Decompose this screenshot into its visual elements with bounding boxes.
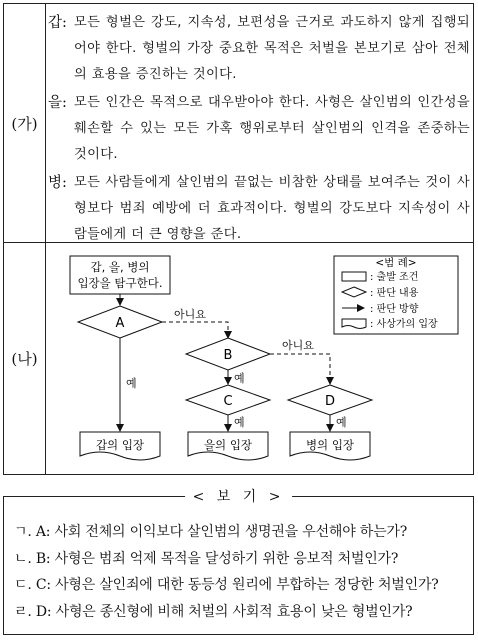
- row-ga: [4, 4, 473, 243]
- statement-byeong: [46, 170, 470, 248]
- legend-item-start: : 출발 조건: [370, 272, 419, 283]
- yes-label: 예: [234, 416, 245, 429]
- end-eul-label: 을의 입장: [203, 438, 253, 452]
- decision-d-label: D: [324, 394, 336, 409]
- decision-a-label: A: [115, 316, 125, 331]
- bogi-item-ga: ㄱ. A: 사회 전체의 이익보다 살인범의 생명권을 우선해야 하는가?: [14, 524, 408, 540]
- row-na: [4, 242, 473, 474]
- yes-label: 예: [126, 377, 137, 390]
- question-table: [3, 3, 474, 475]
- legend-item-direction: : 판단 방향: [370, 304, 419, 315]
- statements: [46, 10, 470, 250]
- decision-b-label: B: [223, 348, 233, 363]
- row-label-ga: (가): [4, 4, 46, 242]
- end-gap-label: 갑의 입장: [95, 438, 145, 452]
- statement-text: 모든 형벌은 강도, 지속성, 보편성을 근거로 과도하지 않게 집행되어야 한다. 형벌의 가장 중요한 목적은 처벌을 본보기로 삼아 전체의 효용을 증진하는 것이다.: [74, 15, 470, 82]
- bogi-box: [3, 489, 474, 635]
- statement-text: 모든 사람들에게 살인범의 끝없는 비참한 상태를 보여주는 것이 사형보다 범죄 예방에 더 효과적이다. 형벌의 강도보다 지속성이 사람들에게 더 큰 영향을 준다.: [74, 175, 470, 242]
- statement-gap: [46, 10, 470, 88]
- bogi-item-na: ㄴ. B: 사형은 범죄 억제 목적을 달성하기 위한 응보적 처벌인가?: [14, 550, 399, 567]
- statement-eul: [46, 90, 470, 168]
- bogi-item-da: ㄷ. C: 사형은 살인죄에 대한 동등성 원리에 부합하는 정당한 처벌인가?: [14, 577, 439, 593]
- statement-text: 모든 인간은 목적으로 대우받아야 한다. 사형은 살인범의 인간성을 훼손할 수 있는 모든 가혹 행위로부터 살인범의 인격을 존중하는 것이다.: [74, 95, 470, 162]
- yes-label: 예: [336, 416, 347, 429]
- decision-c-label: C: [223, 394, 233, 409]
- legend-title: <범 례>: [375, 257, 417, 269]
- row-label-na: (나): [4, 242, 46, 474]
- no-label: 아니요: [282, 339, 314, 352]
- legend-item-decision: : 판단 내용: [370, 288, 419, 299]
- bogi-item-ra: ㄹ. D: 사형은 종신형에 비해 처벌의 사회적 효용이 낮은 형벌인가?: [14, 603, 413, 620]
- no-label: 아니요: [174, 308, 206, 321]
- bogi-title: < 보 기 >: [185, 486, 293, 506]
- legend-item-thinker: : 사상가의 입장: [370, 319, 438, 330]
- end-byeong-label: 병의 입장: [305, 438, 355, 452]
- yes-label: 예: [234, 372, 245, 385]
- start-line-1: 갑, 을, 병의: [90, 260, 150, 274]
- speaker-gap: 갑:: [48, 15, 67, 31]
- start-line-2: 입장을 탐구한다.: [77, 276, 163, 290]
- legend-rect-symbol: [342, 272, 366, 281]
- flowchart: [46, 242, 473, 472]
- speaker-byeong: 병:: [48, 175, 67, 191]
- bogi-list: [14, 519, 469, 625]
- speaker-eul: 을:: [48, 95, 67, 111]
